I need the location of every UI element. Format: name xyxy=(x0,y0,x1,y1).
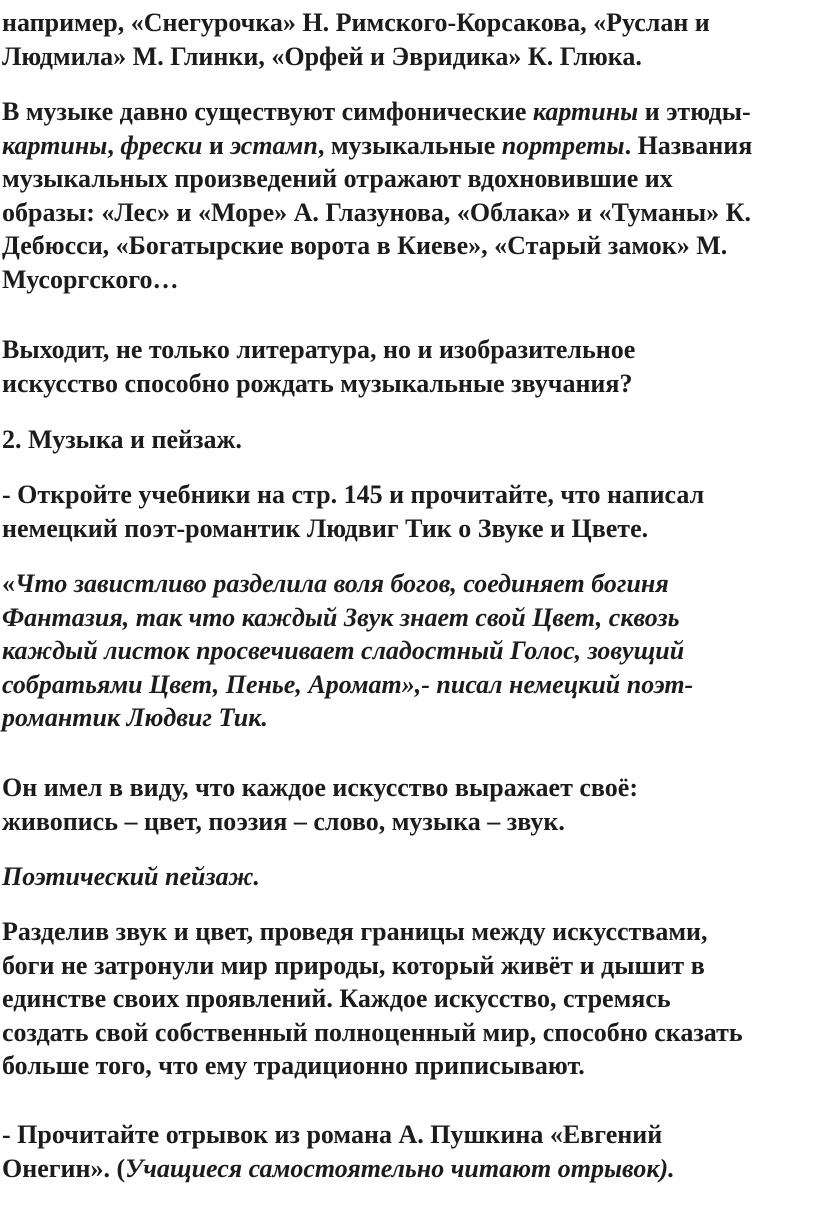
text-run: - Прочитайте отрывок из романа А. Пушкина «Евгений xyxy=(2,1120,663,1149)
text-run: единстве своих проявлений. Каждое искусство, стремясь xyxy=(2,984,671,1013)
text-run: Дебюсси, «Богатырские ворота в Киеве», «Старый замок» М. xyxy=(2,231,728,260)
section-heading-music-landscape xyxy=(2,423,242,457)
text-run: каждый листок просвечивает сладостный Голос, зовущий xyxy=(2,636,685,665)
text-run: образы: «Лес» и «Море» А. Глазунова, «Облака» и «Туманы» К. xyxy=(2,197,751,227)
paragraph-opera-examples xyxy=(2,6,710,73)
text-run: и xyxy=(202,130,231,160)
text-run: фрески xyxy=(120,130,203,160)
paragraph-tieck-quote xyxy=(2,567,693,735)
text-run: эстамп xyxy=(230,130,318,160)
text-run: 2. Музыка и пейзаж. xyxy=(2,425,242,454)
text-run: - Откройте учебники на стр. 145 и прочитайте, что написал xyxy=(2,480,705,509)
text-run: портреты xyxy=(501,130,625,160)
paragraph-nature-unity xyxy=(2,915,743,1083)
text-run: Онегин». ( xyxy=(2,1153,126,1183)
text-run: картины xyxy=(2,130,108,160)
text-run: Людмила» М. Глинки, «Орфей и Эвридика» К. Глюка. xyxy=(2,41,642,71)
text-run: Учащиеся самостоятельно читают отрывок). xyxy=(125,1153,675,1183)
text-run: собратьями Цвет, Пенье, Аромат»,- писал немецкий поэт- xyxy=(2,669,694,699)
text-run: , xyxy=(107,130,121,160)
text-run: живопись – цвет, поэзия – слово, музыка – звук. xyxy=(2,806,565,836)
paragraph-question xyxy=(2,333,635,400)
text-run: искусство способно рождать музыкальные звучания? xyxy=(2,368,633,398)
text-run: романтик Людвиг Тик. xyxy=(2,703,268,732)
text-run: создать свой собственный полноценный мир, способно сказать xyxy=(2,1017,743,1047)
text-run: Поэтический пейзаж. xyxy=(2,862,260,891)
text-run: музыкальных произведений отражают вдохновившие их xyxy=(2,164,673,193)
text-run: Он имел в виду, что каждое искусство выражает своё: xyxy=(2,773,638,802)
text-run: немецкий поэт-романтик Людвиг Тик о Звуке и Цвете. xyxy=(2,513,649,543)
paragraph-onegin-task xyxy=(2,1118,675,1185)
text-run: Мусоргского… xyxy=(2,264,179,294)
text-run: и этюды- xyxy=(638,97,751,126)
text-run: В музыке давно существуют симфонические xyxy=(2,97,533,126)
text-run: больше того, что ему традиционно приписывают. xyxy=(2,1051,585,1080)
text-run: Разделив звук и цвет, проведя границы между искусствами, xyxy=(2,917,708,946)
text-run: боги не затронули мир природы, который живёт и дышит в xyxy=(2,950,705,980)
text-run: Фантазия, так что каждый Звук знает свой Цвет, сквозь xyxy=(2,602,680,632)
text-run: « xyxy=(2,569,15,598)
paragraph-music-genres xyxy=(2,95,752,296)
text-run: Что завистливо разделила воля богов, соединяет богиня xyxy=(15,569,669,598)
subheading-poetic-landscape xyxy=(2,860,260,894)
text-run: например, «Снегурочка» Н. Римского-Корсакова, «Руслан и xyxy=(2,8,710,37)
text-run: картины xyxy=(532,97,639,126)
paragraph-textbook-task xyxy=(2,478,704,545)
text-run: . Названия xyxy=(624,130,753,160)
text-run: Выходит, не только литература, но и изобразительное xyxy=(2,335,636,364)
paragraph-arts-expression xyxy=(2,771,638,838)
text-run: , музыкальные xyxy=(317,130,502,160)
